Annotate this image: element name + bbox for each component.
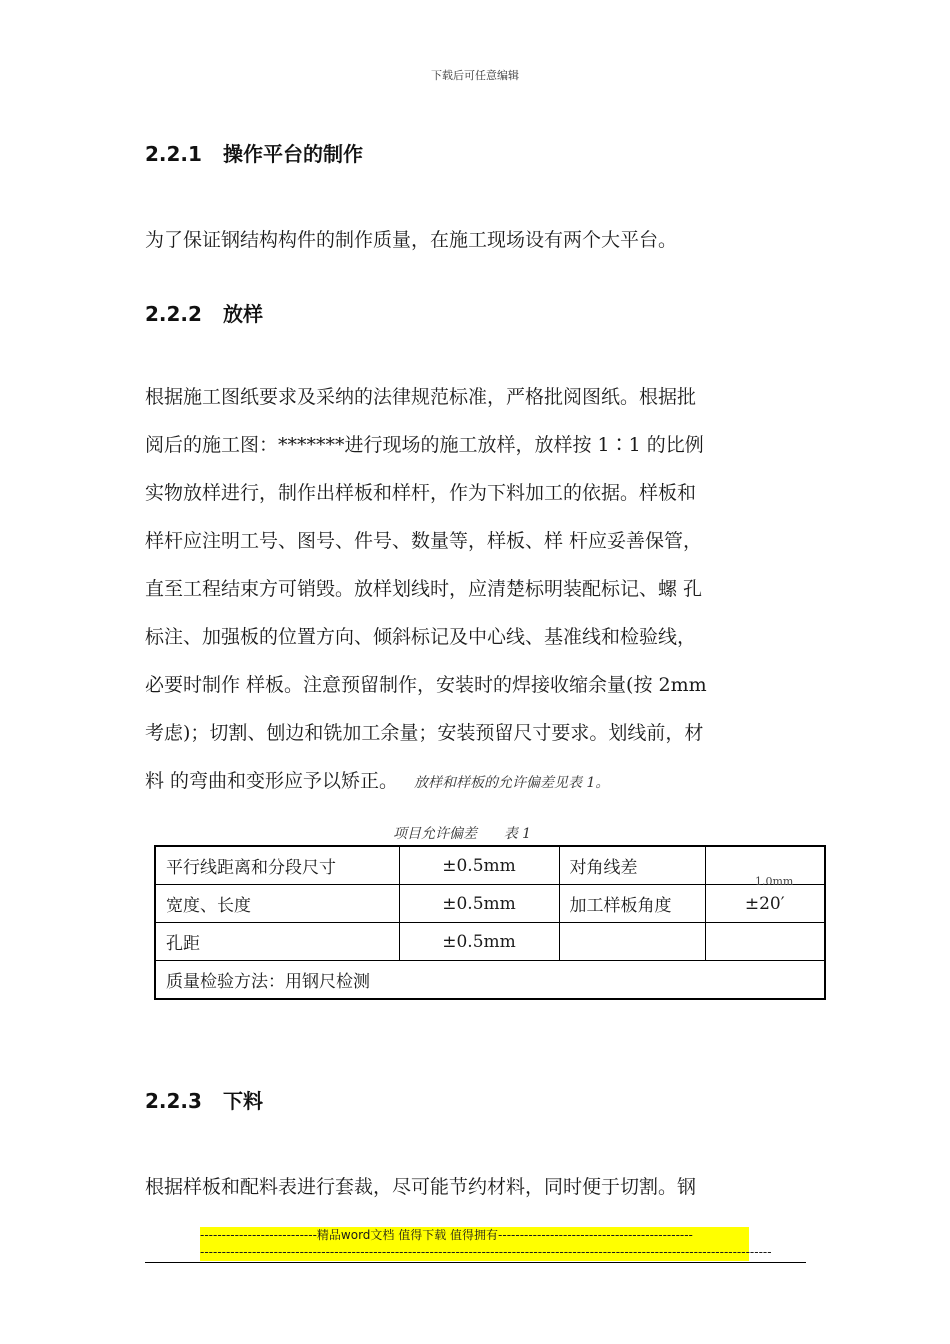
table-reference-note: 放样和样板的允许偏差见表 1。 — [414, 775, 610, 791]
section-title: 下料 — [223, 1089, 263, 1113]
section-title: 放样 — [223, 302, 263, 326]
paragraph-line-text: 料 的弯曲和变形应予以矫正。 — [145, 770, 399, 792]
table-cell: 宽度、长度 — [155, 885, 399, 923]
page-header: 下载后可任意编辑 — [431, 69, 519, 82]
footer-rule — [145, 1262, 806, 1263]
table-cell: 平行线距离和分段尺寸 — [155, 846, 399, 885]
paragraph-line: 考虑)；切割、刨边和铣加工余量；安装预留尺寸要求。划线前，材 — [145, 722, 704, 744]
tolerance-table — [154, 845, 826, 1000]
section-heading-2-2-1 — [145, 138, 363, 167]
table-cell: 加工样板角度 — [559, 885, 705, 923]
table-cell: 孔距 — [155, 923, 399, 961]
table-cell: ±0.5mm — [399, 923, 559, 961]
xialiao-paragraph: 根据样板和配料表进行套裁，尽可能节约材料，同时便于切割。钢 — [145, 1176, 697, 1198]
table-cell: ±0.5mm — [399, 846, 559, 885]
table-caption: 项目允许偏差 表 1 — [393, 826, 532, 842]
table-cell: ±20′ — [705, 885, 825, 923]
section-heading-2-2-2 — [145, 298, 263, 327]
paragraph-last-line — [145, 765, 815, 813]
section-number: 2.2.2 — [145, 302, 202, 326]
paragraph-line: 必要时制作 样板。注意预留制作，安装时的焊接收缩余量(按 2mm — [145, 674, 707, 696]
paragraph-line: 标注、加强板的位置方向、倾斜标记及中心线、基准线和检验线， — [145, 626, 697, 648]
footer-banner — [200, 1227, 772, 1261]
section-number: 2.2.3 — [145, 1089, 202, 1113]
table-cell: ±0.5mm — [399, 885, 559, 923]
clipped-table-text: 1.0mm — [755, 875, 794, 888]
paragraph-line: 实物放样进行，制作出样板和样杆，作为下料加工的依据。样板和 — [145, 482, 697, 504]
footer-banner-line: ---------------------------精品word文档 值得下载 值得拥有--------------------------------------------- — [200, 1228, 693, 1242]
footer-banner-line: ------------------------------------------------------------------------------------------------------------------------------------ — [200, 1245, 772, 1259]
paragraph-line: 直至工程结束方可销毁。放样划线时，应清楚标明装配标记、螺 孔 — [145, 578, 703, 600]
table-footer-row — [155, 961, 825, 1000]
table-row — [155, 846, 825, 885]
section-number: 2.2.1 — [145, 142, 202, 166]
table-cell — [559, 923, 705, 961]
paragraph-line: 样杆应注明工号、图号、件号、数量等，样板、样 杆应妥善保管， — [145, 530, 703, 552]
inspection-method-cell: 质量检验方法：用钢尺检测 — [155, 961, 825, 1000]
fangyang-paragraph — [145, 381, 815, 813]
paragraph-line: 阅后的施工图：*******进行现场的施工放样，放样按 1∶1 的比例 — [145, 434, 704, 456]
section-title: 操作平台的制作 — [223, 142, 363, 166]
table-row — [155, 923, 825, 961]
table-cell: 对角线差 — [559, 846, 705, 885]
intro-paragraph: 为了保证钢结构构件的制作质量，在施工现场设有两个大平台。 — [145, 229, 678, 251]
section-heading-2-2-3 — [145, 1085, 263, 1114]
paragraph-line: 根据施工图纸要求及采纳的法律规范标准，严格批阅图纸。根据批 — [145, 386, 697, 408]
table-cell — [705, 923, 825, 961]
table-row — [155, 885, 825, 923]
